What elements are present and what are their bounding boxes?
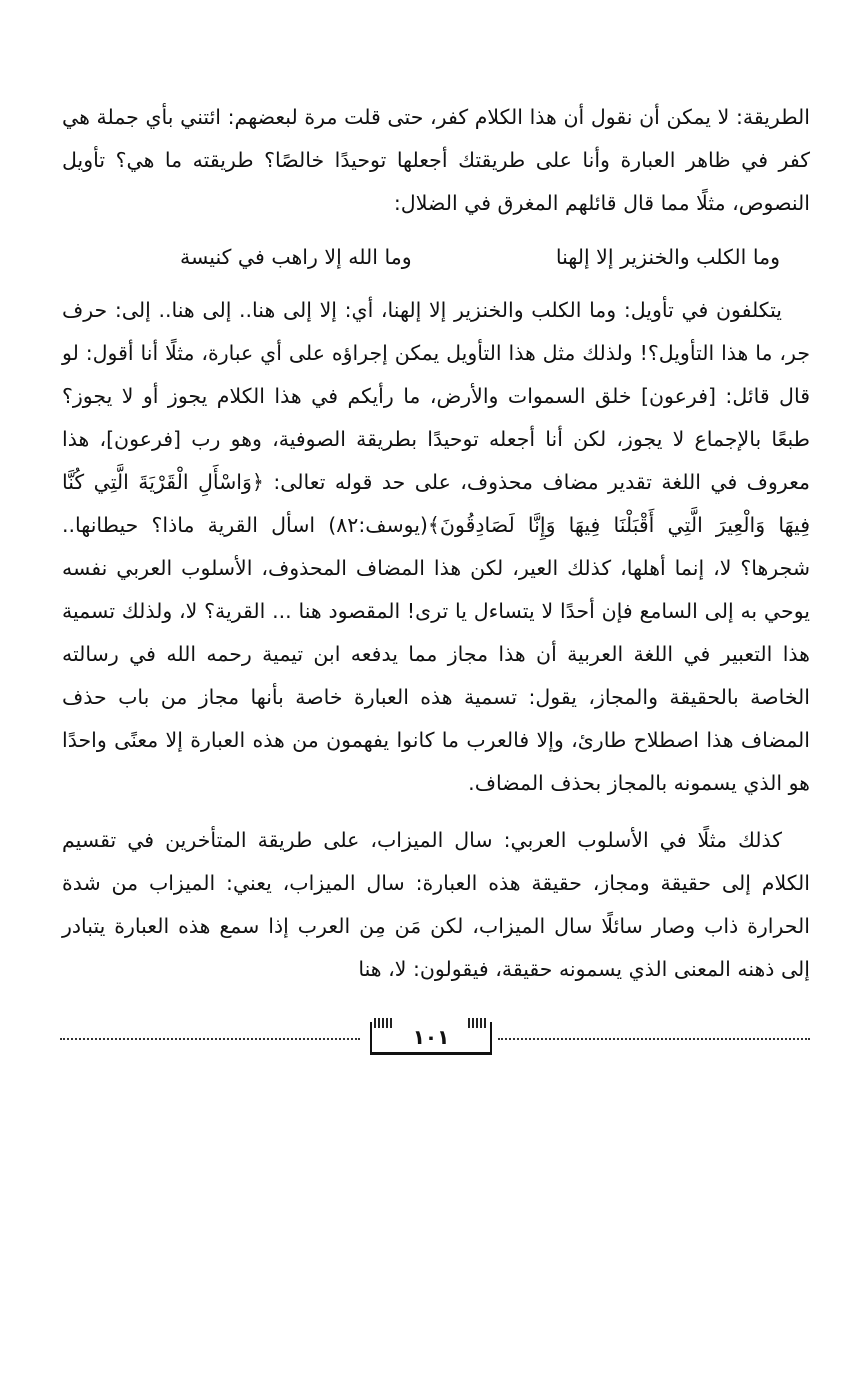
verse-first-hemistich: وما الكلب والخنزير إلا إلهنا (555, 245, 780, 269)
page-body (62, 96, 810, 991)
page-footer (60, 1020, 810, 1060)
footer-dotted-rule-right (498, 1038, 810, 1040)
ornament-icon (468, 1018, 488, 1028)
paragraph-2: يتكلفون في تأويل: وما الكلب والخنزير إلا إلهنا، أي: إلا إلى هنا.. إلى هنا.. إلى: حرف جر، ما هذا التأويل؟! ولذلك مثل هذا التأويل يمكن إجراؤه على أي عبارة، مثلًا أنا أقول: لو قال قائل: [فرعون] خلق السموات والأرض، ما رأيكم في هذا الكلام يجوز أو لا يجوز؟ طبعًا بالإجماع لا يجوز، لكن أنا أجعله توحيدًا بطريقة الصوفية، وهو رب [فرعون]، هذا معروف في اللغة تقدير مضاف محذوف، على حد قوله تعالى: ﴿وَاسْأَلِ الْقَرْيَةَ الَّتِي كُنَّا فِيهَا وَالْعِيرَ الَّتِي أَقْبَلْنَا فِيهَا وَإِنَّا لَصَادِقُونَ﴾(يوسف:٨٢) اسأل القرية ماذا؟ حيطانها.. شجرها؟ لا، إنما أهلها، كذلك العير، لكن هذا المضاف المحذوف، الأسلوب العربي نفسه يوحي به إلى السامع فإن أحدًا لا يتساءل يا ترى! المقصود هنا ... القرية؟ لا، ولذلك تسمية هذا التعبير في اللغة العربية أن هذا مجاز مما يدفعه ابن تيمية رحمه الله في رسالته الخاصة بالحقيقة والمجاز، يقول: تسمية هذه العبارة خاصة بأنها مجاز من باب حذف المضاف هذا اصطلاح طارئ، وإلا فالعرب ما كانوا يفهمون من هذه العبارة إلا معنًى واحدًا هو الذي يسمونه بالمجاز بحذف المضاف. (62, 298, 810, 795)
page-number: ١٠١ (412, 1025, 450, 1049)
paragraph-1: الطريقة: لا يمكن أن نقول أن هذا الكلام كفر، حتى قلت مرة لبعضهم: ائتني بأي جملة هي كفر في ظاهر العبارة وأنا على طريقتك أجعلها توحيدًا خالصًا؟ طريقته ما هي؟ تأويل النصوص، مثلًا مما قال قائلهم المغرق في الضلال: (62, 105, 810, 215)
paragraph-3: كذلك مثلًا في الأسلوب العربي: سال الميزاب، على طريقة المتأخرين في تقسيم الكلام إلى حقيقة ومجاز، حقيقة هذه العبارة: سال الميزاب، يعني: الميزاب من شدة الحرارة ذاب وصار سائلًا سال الميزاب، لكن مَن مِن العرب إذا سمع هذه العبارة يتبادر إلى ذهنه المعنى الذي يسمونه حقيقة، فيقولون: لا، هنا (62, 828, 810, 981)
poetry-verse (180, 239, 780, 275)
footer-dotted-rule-left (60, 1038, 360, 1040)
verse-second-hemistich: وما الله إلا راهب في كنيسة (180, 245, 412, 269)
page-number-frame (370, 1022, 492, 1055)
ornament-icon (374, 1018, 394, 1028)
